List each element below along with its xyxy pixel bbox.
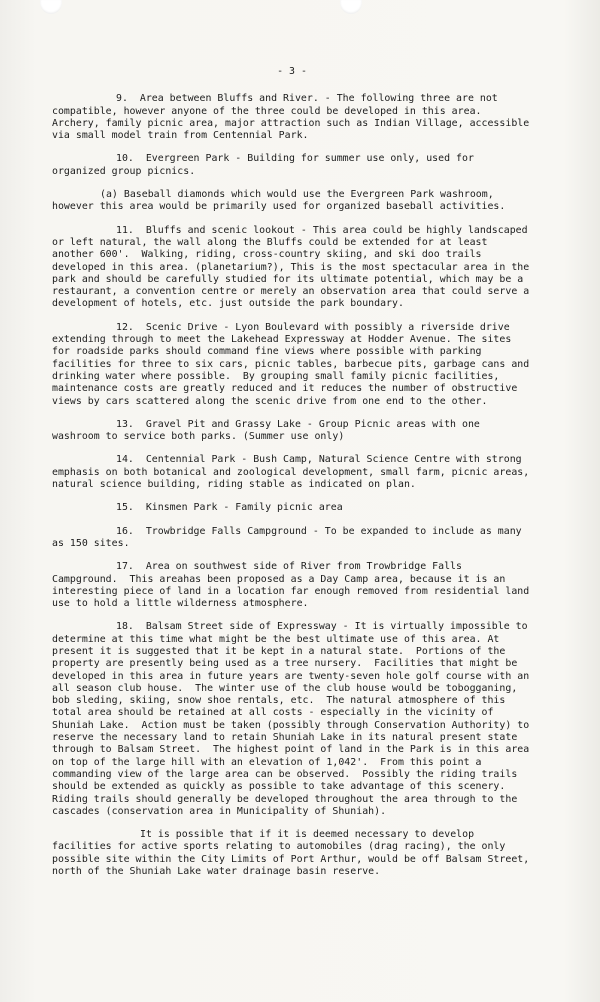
punch-hole bbox=[40, 0, 62, 14]
paragraph-item-14: 14. Centennial Park - Bush Camp, Natural Science Centre with strong emphasis on both botanical and zoological development, small farm, picnic areas, natural science building, riding stable as indicated on plan. bbox=[52, 454, 536, 491]
page-number: - 3 - bbox=[277, 66, 307, 77]
paragraph-item-9: 9. Area between Bluffs and River. - The following three are not compatible, however anyone of the three could be developed in this area. Archery, family picnic area, major attraction such as Indian Village, accessible via small model train from Centennial Park. bbox=[52, 93, 536, 142]
paragraph-item-10: 10. Evergreen Park - Building for summer use only, used for organized group picnics. bbox=[52, 153, 480, 177]
paragraph-item-10a: (a) Baseball diamonds which would use the Evergreen Park washroom, however this area would be primarily used for organized baseball activities. bbox=[52, 189, 506, 213]
paragraph-item-12: 12. Scenic Drive - Lyon Boulevard with possibly a riverside drive extending through to meet the Lakehead Expressway at Hodder Avenue. The sites for roadside parks should command fine views where possible with parking facilities for three to six cars, picnic tables, barbecue pits, garbage cans and drinking water where possible. By grouping small family picnic facilities, maintenance costs are greatly reduced and it reduces the number of obstructive views by cars scattered along the scenic drive from one end to the other. bbox=[52, 321, 536, 407]
paragraph-item-13: 13. Gravel Pit and Grassy Lake - Group Picnic areas with one washroom to service both parks. (Summer use only) bbox=[52, 418, 486, 443]
paragraph-item-15: 15. Kinsmen Park - Family picnic area bbox=[116, 502, 343, 514]
document-body bbox=[52, 66, 536, 889]
paragraph-item-17: 17. Area on southwest side of River from Trowbridge Falls Campground. This areahas been proposed as a Day Camp area, because it is an interesting piece of land in a location far enough removed from residential land use to hold a little wilderness atmosphere. bbox=[52, 561, 536, 610]
paragraph-closing: It is possible that if it is deemed necessary to develop facilities for active sports relating to automobiles (drag racing), the only possible site within the City Limits of Port Arthur, would be off Balsam Street, north of the Shuniah Lake water drainage basin reserve. bbox=[52, 829, 536, 878]
punch-hole bbox=[340, 0, 362, 14]
paragraph-item-11: 11. Bluffs and scenic lookout - This area could be highly landscaped or left natural, the wall along the Bluffs could be extended for at least another 600'. Walking, riding, cross-country skiing, and ski doo trails developed in this area. (planetarium?), This is the most spectacular area in the park and should be carefully studied for its ultimate potential, which may be a restaurant, a convention centre or merely an observation area that could serve a development of hotels, etc. just outside the park boundary. bbox=[52, 224, 536, 310]
paragraph-item-18: 18. Balsam Street side of Expressway - It is virtually impossible to determine at this time what might be the best ultimate use of this area. At present it is suggested that it be kept in a natural state. Portions of the property are presently being used as a tree nursery. Facilities that might be developed in this area in future years are twenty-seven hole golf course with an all season club house. The winter use of the club house would be tobogganing, bob sleding, skiing, snow shoe rentals, etc. The natural atmosphere of this total area should be retained at all costs - especially in the vicinity of Shuniah Lake. Action must be taken (possibly through Conservation Authority) to reserve the necessary land to retain Shuniah Lake in its natural present state through to Balsam Street. The highest point of land in the Park is in this area on top of the large hill with an elevation of 1,042'. From this point a commanding view of the large area can be observed. Possibly the riding trails should be extended as quickly as possible to take advantage of this scenery. Riding trails should generally be developed throughout the area through to the cascades (conservation area in Municipality of Shuniah). bbox=[52, 621, 536, 817]
paragraph-item-16: 16. Trowbridge Falls Campground - To be expanded to include as many as 150 sites. bbox=[52, 525, 528, 549]
